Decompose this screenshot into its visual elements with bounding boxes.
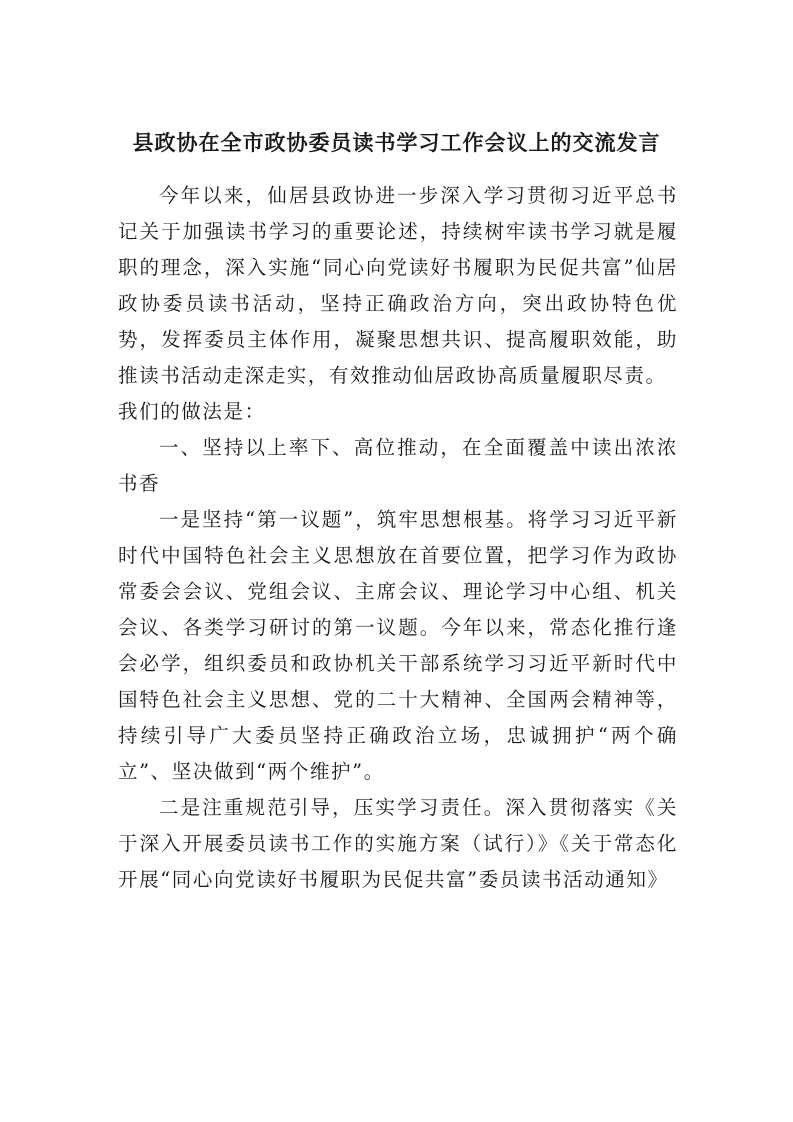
paragraph-method-lead: 我们的做法是：	[118, 400, 266, 423]
section-heading-1: 一、坚持以上率下、高位推动，在全面覆盖中读出浓浓书香	[118, 436, 678, 495]
document-title: 县政协在全市政协委员读书学习工作会议上的交流发言	[132, 130, 661, 155]
paragraph-point-1: 一是坚持“第一议题”，筑牢思想根基。将学习习近平新时代中国特色社会主义思想放在首要位置，把学习作为政协常委会会议、党组会议、主席会议、理论学习中心组、机关会议、各类学习研讨的第一议题。今年以来，常态化推行逢会必学，组织委员和政协机关干部系统学习习近平新时代中国特色社会主义思想、党的二十大精神、全国两会精神等，持续引导广大委员坚持正确政治立场，忠诚拥护“两个确立”、坚决做到“两个维护”。	[118, 508, 678, 783]
paragraph-point-2: 二是注重规范引导，压实学习责任。深入贯彻落实《关于深入开展委员读书工作的实施方案（试行）》《关于常态化开展“同心向党读好书履职为民促共富”委员读书活动通知》	[118, 796, 678, 891]
paragraph-intro: 今年以来，仙居县政协进一步深入学习贯彻习近平总书记关于加强读书学习的重要论述，持续树牢读书学习就是履职的理念，深入实施“同心向党读好书履职为民促共富”仙居政协委员读书活动，坚持正确政治方向，突出政协特色优势，发挥委员主体作用，凝聚思想共识、提高履职效能，助推读书活动走深走实，有效推动仙居政协高质量履职尽责。	[118, 184, 678, 387]
document-body	[118, 178, 678, 898]
